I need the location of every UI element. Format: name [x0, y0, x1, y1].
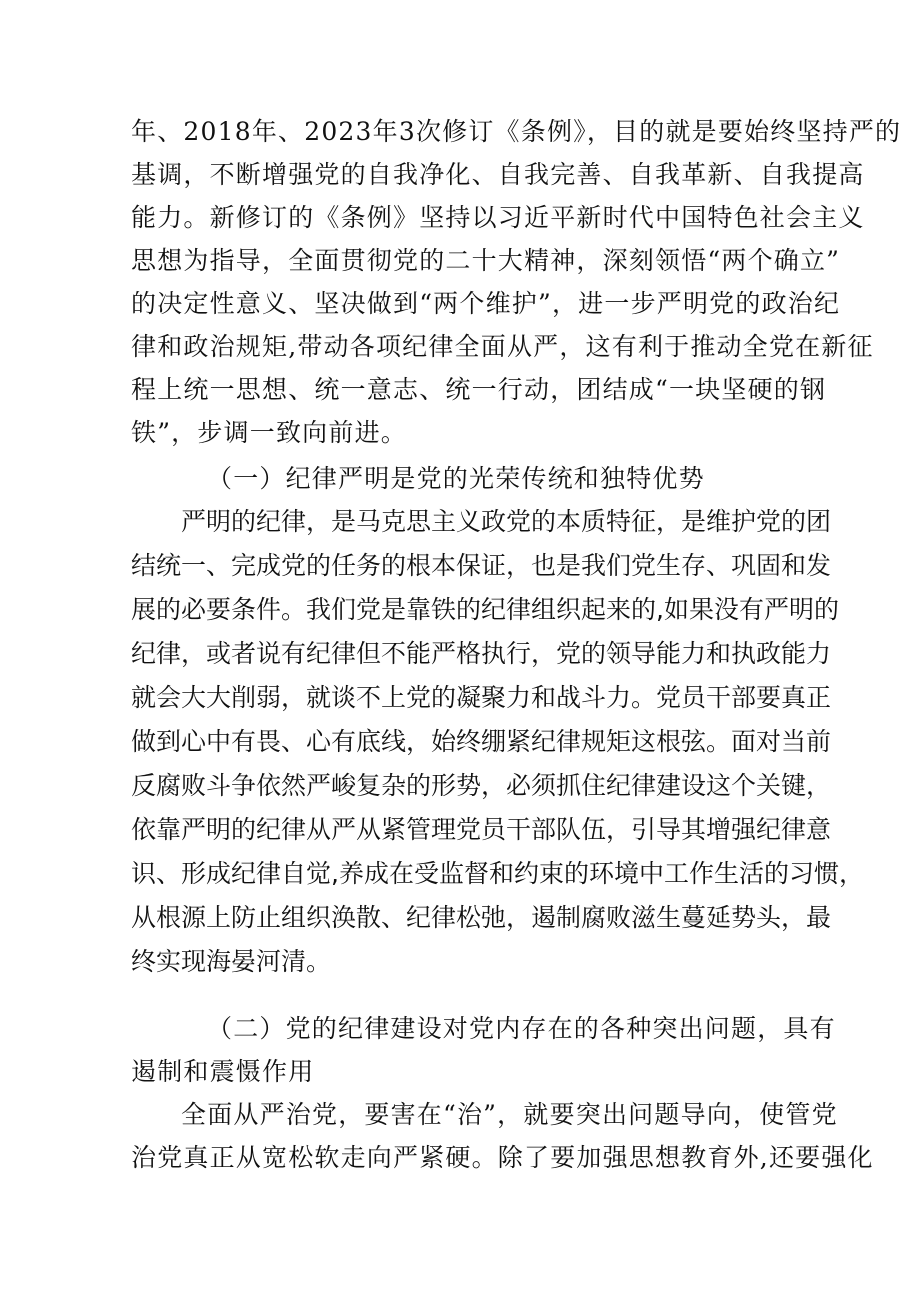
continuation-paragraph — [131, 110, 902, 454]
text-line: 能力。新修订的《条例》坚持以习近平新时代中国特色社会主义 — [131, 203, 865, 232]
heading-text: （一）纪律严明是党的光荣传统和独特优势 — [207, 464, 705, 493]
text-line: 律和政治规矩,带动各项纪律全面从严，这有利于推动全党在新征 — [131, 332, 874, 361]
text-line: 识、形成纪律自觉,养成在受监督和约束的环境中工作生活的习惯， — [131, 859, 864, 888]
text-line: 依靠严明的纪律从严从紧管理党员干部队伍，引导其增强纪律意 — [131, 815, 832, 844]
text-line: 基调，不断增强党的自我净化、自我完善、自我革新、自我提高 — [131, 160, 865, 189]
heading-text: 遏制和震慑作用 — [131, 1057, 315, 1086]
text-line: 从根源上防止组织涣散、纪律松弛，遏制腐败滋生蔓延势头，最 — [131, 903, 832, 932]
section-2-paragraph — [131, 1093, 874, 1179]
text-line: 的决定性意义、坚决做到“两个维护”，进一步严明党的政治纪 — [131, 289, 841, 318]
text-line: 铁”，步调一致向前进。 — [131, 418, 407, 447]
text-line: 程上统一思想、统一意志、统一行动，团结成“一块坚硬的钢 — [131, 375, 827, 404]
text-line: 做到心中有畏、心有底线，始终绷紧纪律规矩这根弦。面对当前 — [131, 727, 832, 756]
text-line: 治党真正从宽松软走向严紧硬。除了要加强思想教育外,还要强化 — [131, 1143, 874, 1172]
text-line: 就会大大削弱，就谈不上党的凝聚力和战斗力。党员干部要真正 — [131, 683, 832, 712]
section-1-paragraph — [131, 500, 864, 984]
text-line: 严明的纪律，是马克思主义政党的本质特征，是维护党的团 — [181, 507, 832, 536]
text-line: 反腐败斗争依然严峻复杂的形势，必须抓住纪律建设这个关键， — [131, 771, 832, 800]
text-line: 展的必要条件。我们党是靠铁的纪律组织起来的,如果没有严明的 — [131, 595, 839, 624]
section-1-heading — [131, 457, 801, 500]
heading-text: （二）党的纪律建设对党内存在的各种突出问题，具有 — [207, 1014, 836, 1043]
text-line: 思想为指导，全面贯彻党的二十大精神，深刻领悟“两个确立” — [131, 246, 841, 275]
text-line: 结统一、完成党的任务的根本保证，也是我们党生存、巩固和发 — [131, 551, 832, 580]
section-2-heading — [131, 1007, 836, 1093]
text-line: 年、2018年、2023年3次修订《条例》，目的就是要始终坚持严的 — [131, 117, 902, 146]
text-line: 纪律，或者说有纪律但不能严格执行，党的领导能力和执政能力 — [131, 639, 832, 668]
text-line: 全面从严治党，要害在“治”，就要突出问题导向，使管党 — [181, 1100, 838, 1129]
text-line: 终实现海晏河清。 — [131, 947, 332, 976]
